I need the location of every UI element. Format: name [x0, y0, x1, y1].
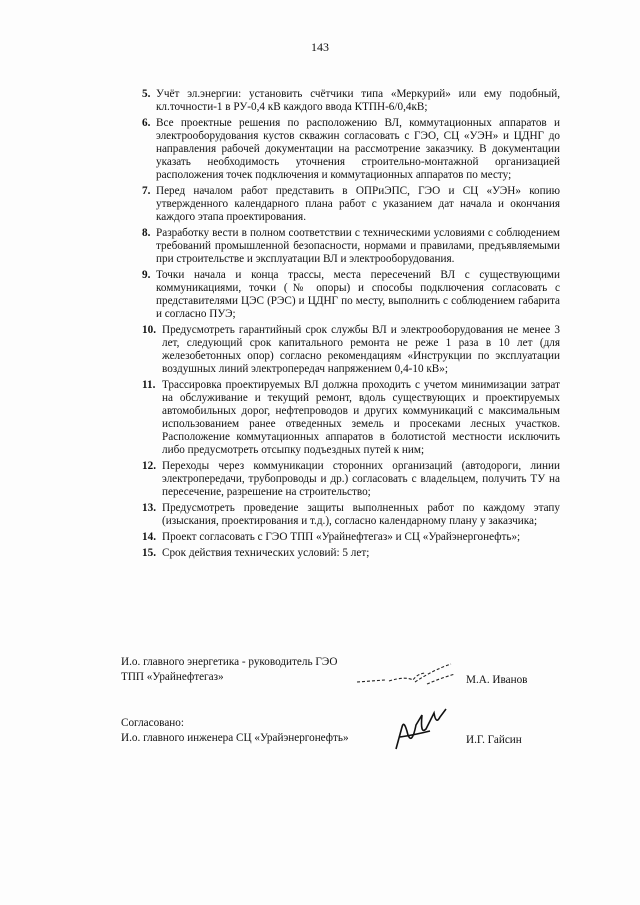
item-number: 5.	[142, 88, 151, 100]
item-text: Все проектные решения по расположению ВЛ, коммутационных аппаратов и электрооборудования кустов скважин согласовать с ГЭО, СЦ «УЭН» и ЦДНГ до направления рабочей документации на рассмотрение заказчику. В документации указать необходимость уточнения строительно-монтажной организацией расположения точек подключения и коммутационных аппаратов по месту;	[156, 117, 560, 181]
list-item	[142, 117, 560, 182]
signer2-title: И.о. главного инженера СЦ «Урайэнергонефть»	[121, 732, 349, 744]
item-text: Предусмотреть гарантийный срок службы ВЛ и электрооборудования не менее 3 лет, следующий срок капитального ремонта не реже 1 раза в 10 лет (для железобетонных опор) согласно рекомендациям «Инструкции по эксплуатации воздушных линий электропередач напряжением 0,4-10 кВ»;	[162, 324, 560, 375]
signer1-name: М.А. Иванов	[466, 674, 528, 686]
item-number: 6.	[142, 117, 151, 129]
item-number: 11.	[142, 379, 156, 391]
approved-label: Согласовано:	[121, 717, 184, 729]
item-text: Переходы через коммуникации сторонних организаций (автодороги, линии электропередачи, трубопроводы и др.) согласовать с владельцем, получить ТУ на пересечение, разрешение на строительство;	[162, 460, 560, 498]
item-text: Предусмотреть проведение защиты выполненных работ по каждому этапу (изыскания, проектирования и т.д.), согласно календарному плану у заказчика;	[162, 502, 560, 527]
item-text: Перед началом работ представить в ОПРиЭПС, ГЭО и СЦ «УЭН» копию утвержденного календарного плана работ с указанием дат начала и окончания каждого этапа проектирования.	[156, 185, 560, 223]
item-number: 15.	[142, 547, 156, 559]
list-item	[142, 269, 560, 321]
list-item	[142, 531, 560, 544]
page-number: 143	[311, 40, 329, 54]
signature-2-scribble	[390, 705, 450, 755]
signer1-title-line1: И.о. главного энергетика - руководитель ГЭО	[121, 656, 338, 668]
item-number: 7.	[142, 185, 151, 197]
list-item	[142, 547, 560, 560]
item-number: 9.	[142, 269, 151, 281]
item-text: Разработку вести в полном соответствии с техническими условиями с соблюдением требований промышленной безопасности, нормами и правилами, предъявляемыми при строительстве и эксплуатации ВЛ и электрооборудования.	[156, 227, 560, 265]
item-number: 12.	[142, 460, 156, 472]
list-item	[142, 88, 560, 114]
item-text: Проект согласовать с ГЭО ТПП «Урайнефтегаз» и СЦ «Урайэнергонефть»;	[162, 531, 521, 543]
item-number: 14.	[142, 531, 156, 543]
item-number: 13.	[142, 502, 156, 514]
signer2-name: И.Г. Гайсин	[466, 734, 522, 746]
item-text: Учёт эл.энергии: установить счётчики типа «Меркурий» или ему подобный, кл.точности-1 в РУ-0,4 кВ каждого ввода КТПН-6/0,4кВ;	[156, 88, 560, 113]
list-item	[142, 324, 560, 376]
item-number: 8.	[142, 227, 151, 239]
item-text: Трассировка проектируемых ВЛ должна проходить с учетом минимизации затрат на обслуживание и текущий ремонт, вдоль существующих и проектируемых автомобильных дорог, нефтепроводов и других коммуникаций с максимальным использованием ранее отведенных земель и просеками лесных участков. Расположение коммутационных аппаратов в болотистой местности исключить либо предусмотреть отсыпку подъездных путей к ним;	[162, 379, 560, 456]
list-item	[142, 502, 560, 528]
list-item	[142, 227, 560, 266]
item-text: Точки начала и конца трассы, места пересечений ВЛ с существующими коммуникациями, точки (№ опоры) и способы подключения согласовать с представителями ЦЭС (РЭС) и ЦДНГ по месту, выполнить с соблюдением габарита и согласно ПУЭ;	[156, 269, 560, 320]
item-text: Срок действия технических условий: 5 лет;	[162, 547, 370, 559]
list-item	[142, 379, 560, 457]
signature-1-scribble	[355, 660, 460, 690]
conditions-list	[142, 88, 560, 563]
item-number: 10.	[142, 324, 156, 336]
list-item	[142, 460, 560, 499]
list-item	[142, 185, 560, 224]
signer1-title-line2: ТПП «Урайнефтегаз»	[121, 671, 224, 683]
